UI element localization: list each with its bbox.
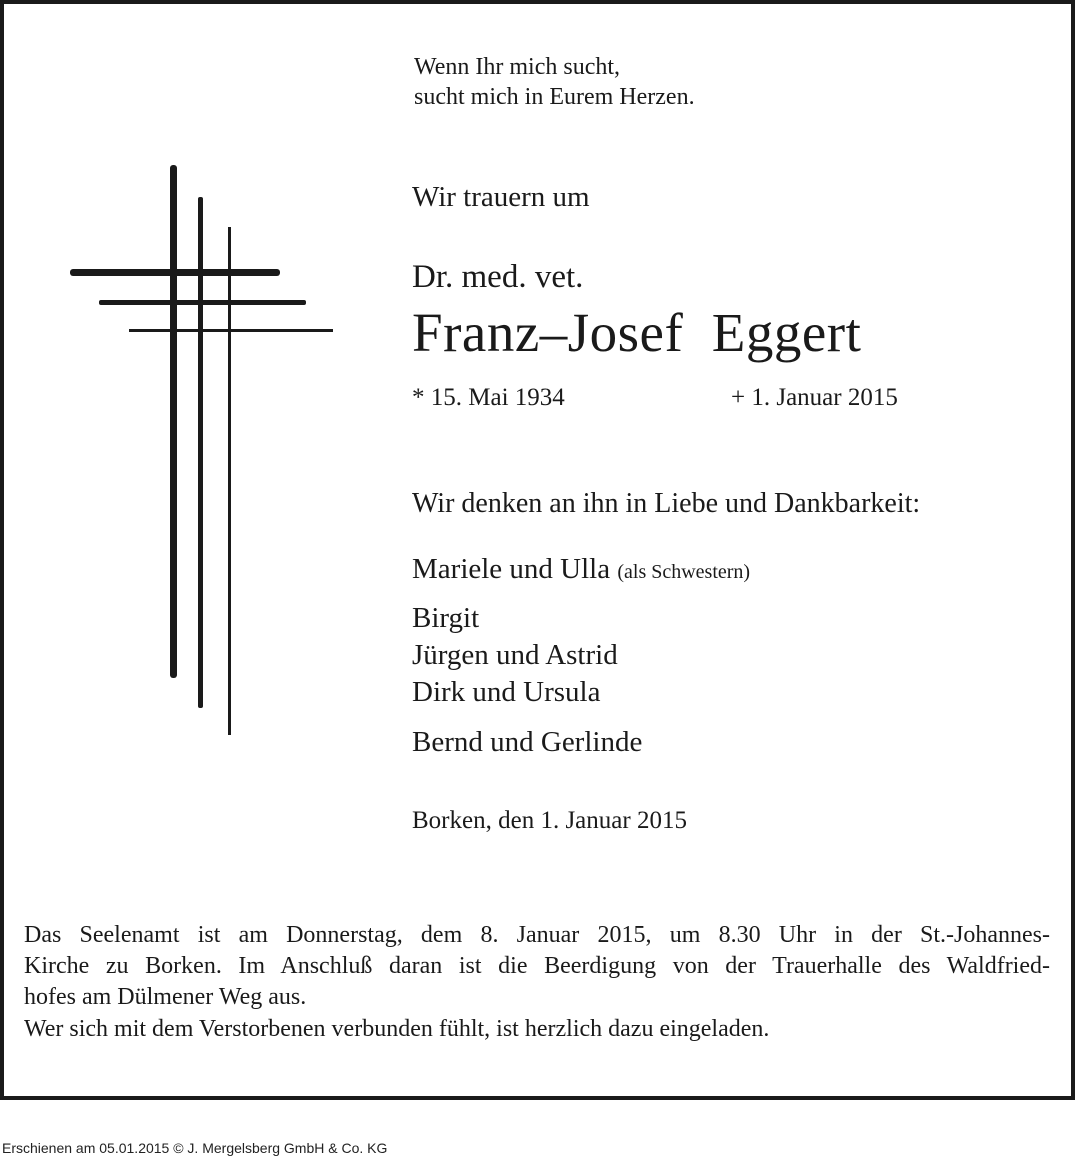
intro-text: Wir trauern um — [412, 181, 590, 213]
mourner-line — [412, 604, 479, 633]
mourner-line — [412, 678, 600, 707]
motto-line-2: sucht mich in Eurem Herzen. — [414, 84, 695, 110]
mourner-line — [412, 555, 750, 584]
service-notice-line-2: Kirche zu Borken. Im Anschluß daran ist die Beerdigung von der Trauerhalle des Waldfried- — [24, 953, 1050, 979]
mourner-names: Birgit — [412, 602, 480, 634]
mourner-names: Dirk und Ursula — [412, 676, 601, 708]
publication-footer: Erschienen am 05.01.2015 © J. Mergelsberg GmbH & Co. KG — [2, 1140, 388, 1156]
cross-horizontal-bar-2 — [99, 300, 306, 305]
mourner-names: Mariele und Ulla — [412, 553, 611, 585]
birth-date: * 15. Mai 1934 — [412, 384, 565, 411]
mourner-line — [412, 641, 618, 670]
service-notice-line-1: Das Seelenamt ist am Donnerstag, dem 8. Januar 2015, um 8.30 Uhr in der St.-Johannes- — [24, 922, 1050, 948]
remembrance-text: Wir denken an ihn in Liebe und Dankbarkeit: — [412, 488, 921, 519]
deceased-title: Dr. med. vet. — [412, 259, 584, 295]
cross-horizontal-bar-1 — [70, 269, 280, 276]
service-notice-line-3: hofes am Dülmener Weg aus. — [24, 984, 307, 1010]
cross-horizontal-bar-3 — [129, 329, 333, 332]
deceased-name: Franz–Josef Eggert — [412, 302, 862, 363]
motto — [414, 52, 695, 112]
motto-line-1: Wenn Ihr mich sucht, — [414, 54, 621, 80]
death-date: + 1. Januar 2015 — [731, 384, 898, 411]
mourner-names: Bernd und Gerlinde — [412, 726, 643, 758]
mourner-names: Jürgen und Astrid — [412, 639, 618, 671]
place-date: Borken, den 1. Januar 2015 — [412, 807, 687, 834]
mourner-note: (als Schwestern) — [617, 561, 751, 583]
mourner-line — [412, 728, 642, 757]
invitation-text: Wer sich mit dem Verstorbenen verbunden fühlt, ist herzlich dazu eingeladen. — [24, 1016, 770, 1042]
cross-vertical-bar-1 — [170, 165, 177, 678]
